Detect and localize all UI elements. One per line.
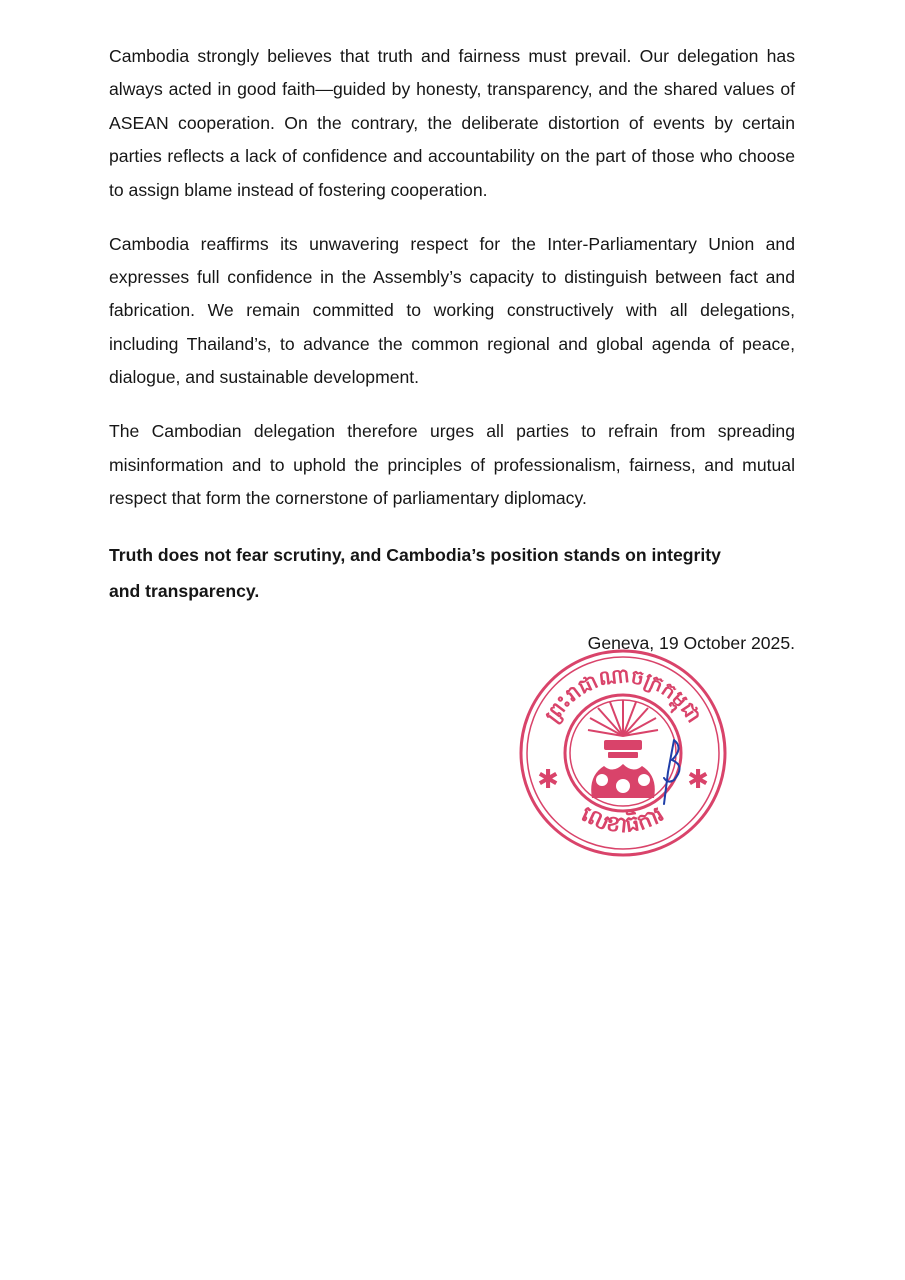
paragraph-2: Cambodia reaffirms its unwavering respect for the Inter-Parliamentary Union and expresses full confidence in the Assembly’s capacity to distinguish between fact and fabrication. We remain committed to working constructively with all delegations, including Thailand’s, to advance the common regional and global agenda of peace, dialogue, and sustainable development.: [109, 233, 795, 388]
document-body: [109, 40, 795, 609]
closing-statement: Truth does not fear scrutiny, and Cambodia’s position stands on integrity and transparency.: [109, 545, 721, 602]
official-seal-stamp: [518, 648, 728, 858]
svg-text:✱: ✱: [687, 765, 709, 795]
paragraph-1: Cambodia strongly believes that truth and fairness must prevail. Our delegation has always acted in good faith—guided by honesty, transparency, and the shared values of ASEAN cooperation. On the contrary, the deliberate distortion of events by certain parties reflects a lack of confidence and accountability on the part of those who choose to assign blame instead of fostering cooperation.: [109, 46, 795, 200]
svg-text:✱: ✱: [537, 765, 559, 795]
paragraph-3: The Cambodian delegation therefore urges all parties to refrain from spreading misinformation and to uphold the principles of professionalism, fairness, and mutual respect that form the cornerstone of parliamentary diplomacy.: [109, 421, 795, 509]
dateline: Geneva, 19 October 2025.: [587, 633, 795, 653]
seal-bottom-text: លេខាធិការ: [577, 801, 669, 839]
handwritten-signature: [652, 738, 690, 810]
seal-top-text: ព្រះរាជាណាចក្រកម្ពុជា: [539, 662, 707, 727]
